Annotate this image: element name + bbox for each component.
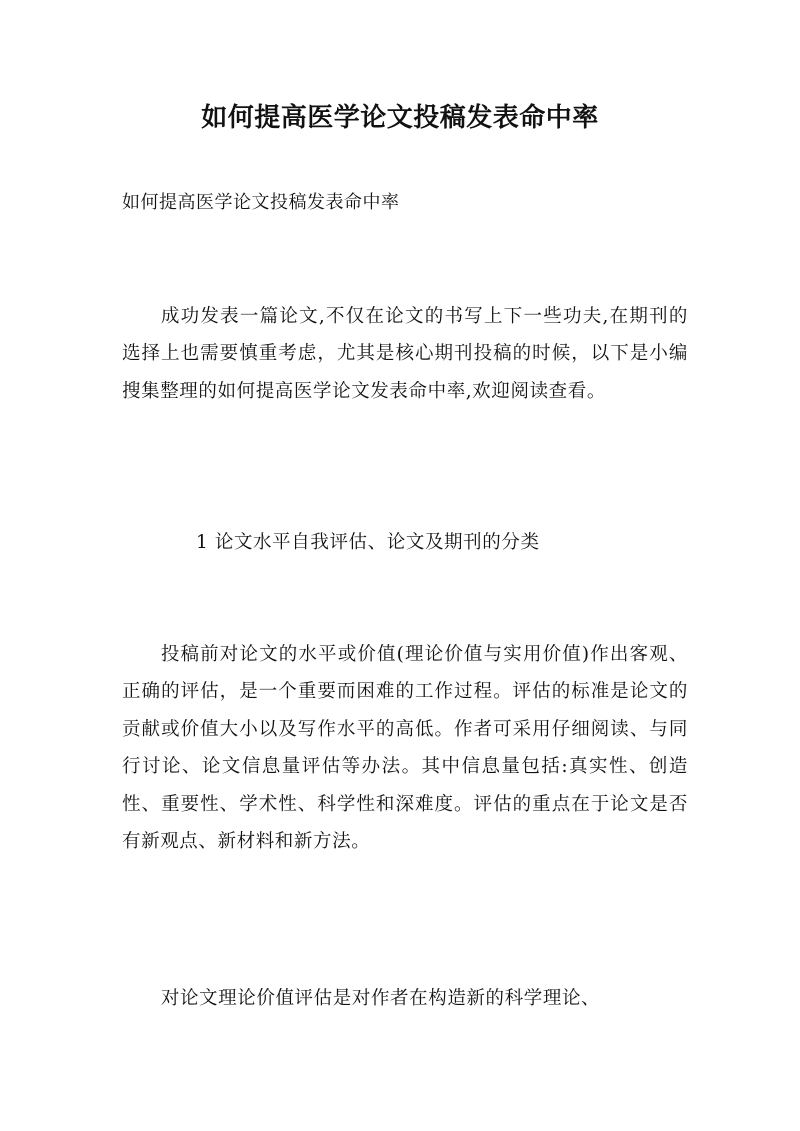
- evaluation-paragraph: 投稿前对论文的水平或价值(理论价值与实用价值)作出客观、正确的评估，是一个重要而困难的工作过程。评估的标准是论文的贡献或价值大小以及写作水平的高低。作者可采用仔细阅读、与同行讨论、论文信息量评估等办法。其中信息量包括:真实性、创造性、重要性、学术性、科学性和深难度。评估的重点在于论文是否有新观点、新材料和新方法。: [122, 644, 688, 853]
- document-subtitle: 如何提高医学论文投稿发表命中率: [122, 192, 400, 213]
- intro-paragraph: 成功发表一篇论文,不仅在论文的书写上下一些功夫,在期刊的选择上也需要慎重考虑，尤其是核心期刊投稿的时候，以下是小编搜集整理的如何提高医学论文发表命中率,欢迎阅读查看。: [122, 306, 688, 402]
- section-heading: 1 论文水平自我评估、论文及期刊的分类: [196, 532, 540, 553]
- theory-paragraph: 对论文理论价值评估是对作者在构造新的科学理论、: [160, 988, 601, 1009]
- document-title: 如何提高医学论文投稿发表命中率: [201, 103, 599, 133]
